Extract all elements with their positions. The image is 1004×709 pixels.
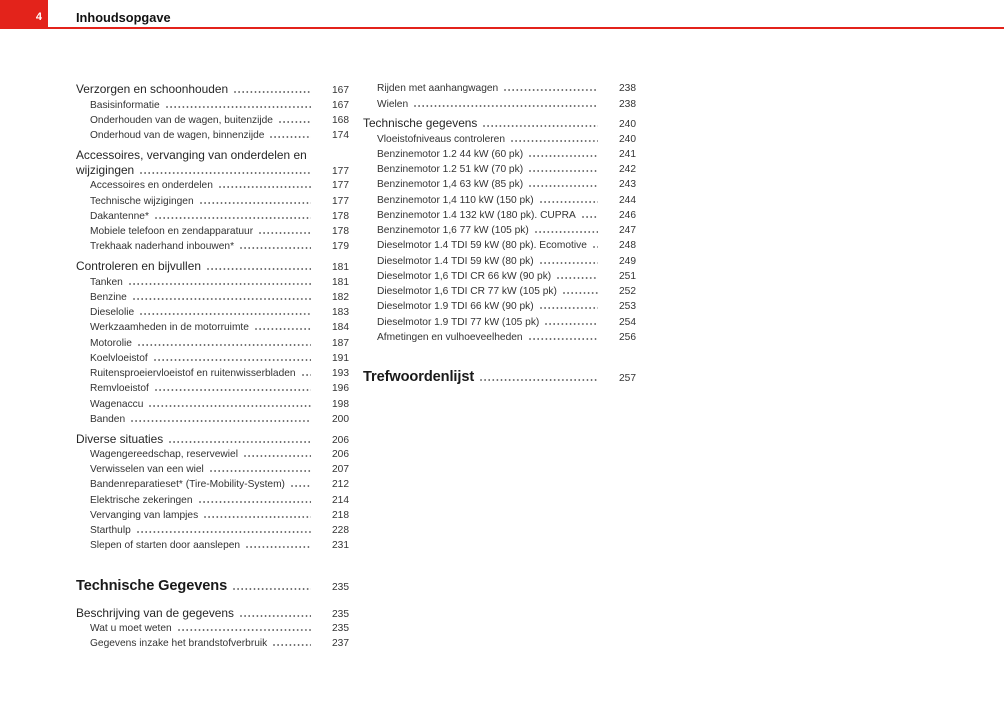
toc-entry-line xyxy=(76,98,349,113)
page-title: Inhoudsopgave xyxy=(76,10,171,25)
toc-entry-label: Mobiele telefoon en zendapparatuur xyxy=(90,226,254,238)
toc-subsection-entry xyxy=(76,447,349,462)
leader-dots xyxy=(259,232,311,234)
toc-entry-label: Remvloeistof xyxy=(90,383,149,395)
toc-entry-label: Onderhoud van de wagen, binnenzijde xyxy=(90,130,265,142)
toc-entry-line xyxy=(76,508,349,523)
toc-entry-line xyxy=(363,147,636,162)
toc-entry-label: Motorolie xyxy=(90,337,132,349)
toc-section-entry xyxy=(76,82,349,97)
toc-entry-line xyxy=(363,330,636,345)
leader-dots xyxy=(244,455,311,457)
toc-entry-page-number: 231 xyxy=(332,540,349,552)
toc-entry-label: Controleren en bijvullen xyxy=(76,259,201,274)
toc-subsection-entry xyxy=(76,98,349,113)
toc-entry-line xyxy=(76,290,349,305)
toc-entry-label: Dieselmotor 1.9 TDI 66 kW (90 pk) xyxy=(377,301,534,313)
toc-entry-label: Dieselmotor 1.4 TDI 59 kW (80 pk) xyxy=(377,255,534,267)
toc-entry-line xyxy=(363,81,636,96)
toc-entry-page-number: 168 xyxy=(332,114,349,126)
toc-entry-line xyxy=(363,193,636,208)
toc-entry-label: Wielen xyxy=(377,98,409,110)
toc-left-column xyxy=(76,82,349,651)
leader-dots xyxy=(234,91,311,93)
toc-entry-page-number: 238 xyxy=(619,98,636,110)
toc-entry-line xyxy=(363,177,636,192)
toc-subsection-entry xyxy=(76,224,349,239)
toc-entry-label: Technische Gegevens xyxy=(76,577,228,594)
toc-entry-page-number: 241 xyxy=(619,148,636,160)
toc-entry-page-number: 184 xyxy=(332,322,349,334)
leader-dots xyxy=(504,89,598,91)
toc-entry-line xyxy=(76,82,349,97)
toc-entry-label: Benzinemotor 1.4 132 kW (180 pk). CUPRA xyxy=(377,209,576,221)
toc-entry-line xyxy=(363,284,636,299)
toc-entry-label: Benzine xyxy=(90,291,127,303)
toc-subsection-entry xyxy=(363,223,636,238)
toc-entry-page-number: 181 xyxy=(332,262,349,274)
page-number-tab xyxy=(0,0,48,28)
toc-entry-line xyxy=(76,209,349,224)
toc-entry-page-number: 248 xyxy=(619,240,636,252)
toc-subsection-entry xyxy=(76,621,349,636)
leader-dots xyxy=(255,328,311,330)
toc-subsection-entry xyxy=(76,397,349,412)
toc-entry-label: Dieselmotor 1,6 TDI CR 77 kW (105 pk) xyxy=(377,286,557,298)
leader-dots xyxy=(240,615,311,617)
toc-entry-page-number: 198 xyxy=(332,398,349,410)
toc-entry-line xyxy=(76,224,349,239)
leader-dots xyxy=(535,231,598,233)
toc-entry-line xyxy=(363,132,636,147)
leader-dots xyxy=(529,155,598,157)
toc-subsection-entry xyxy=(363,299,636,314)
toc-subsection-entry xyxy=(76,477,349,492)
leader-dots xyxy=(199,501,312,503)
leader-dots xyxy=(129,283,311,285)
toc-entry-line xyxy=(76,275,349,290)
toc-entry-label: Beschrijving van de gegevens xyxy=(76,605,234,620)
leader-dots xyxy=(133,298,311,300)
leader-dots xyxy=(240,247,311,249)
leader-dots xyxy=(166,106,311,108)
toc-subsection-entry xyxy=(76,366,349,381)
toc-subsection-entry xyxy=(76,412,349,427)
toc-section-entry xyxy=(76,606,349,621)
leader-dots xyxy=(210,470,311,472)
toc-entry-line xyxy=(76,381,349,396)
toc-entry-page-number: 238 xyxy=(619,83,636,95)
toc-entry-page-number: 212 xyxy=(332,479,349,491)
toc-entry-line xyxy=(363,238,636,253)
toc-subsection-entry xyxy=(76,538,349,553)
leader-dots xyxy=(149,405,311,407)
toc-entry-label: Accessoires en onderdelen xyxy=(90,180,213,192)
toc-entry-line xyxy=(76,194,349,209)
toc-entry-line xyxy=(76,576,349,596)
toc-entry-page-number: 237 xyxy=(332,638,349,650)
toc-entry-line xyxy=(76,447,349,462)
toc-entry-label: Gegevens inzake het brandstofverbruik xyxy=(90,638,268,650)
toc-entry-label: Dieselolie xyxy=(90,307,135,319)
toc-subsection-entry xyxy=(363,97,636,112)
toc-entry-label: Trekhaak naderhand inbouwen* xyxy=(90,241,235,253)
toc-entry-label: Vervanging van lampjes xyxy=(90,509,199,521)
toc-chapter-heading xyxy=(363,367,636,387)
toc-subsection-entry xyxy=(76,128,349,143)
leader-dots xyxy=(291,485,311,487)
toc-entry-label: Benzinemotor 1,4 110 kW (150 pk) xyxy=(377,194,534,206)
toc-entry-label: Rijden met aanhangwagen xyxy=(377,83,499,95)
toc-entry-page-number: 174 xyxy=(332,130,349,142)
toc-entry-line xyxy=(76,621,349,636)
leader-dots xyxy=(273,644,311,646)
toc-entry-page-number: 243 xyxy=(619,179,636,191)
leader-dots xyxy=(219,186,311,188)
leader-dots xyxy=(557,277,598,279)
toc-entry-label: Technische wijzigingen xyxy=(90,195,194,207)
leader-dots xyxy=(270,136,311,138)
toc-right-column xyxy=(363,81,636,387)
toc-entry-label: Trefwoordenlijst xyxy=(363,369,475,386)
toc-entry-page-number: 177 xyxy=(332,180,349,192)
toc-entry-page-number: 178 xyxy=(332,210,349,222)
toc-entry-line xyxy=(76,163,349,178)
leader-dots xyxy=(155,217,311,219)
toc-subsection-entry xyxy=(76,305,349,320)
toc-subsection-entry xyxy=(363,330,636,345)
toc-entry-page-number: 240 xyxy=(619,133,636,145)
toc-entry-line xyxy=(76,477,349,492)
toc-entry-page-number: 193 xyxy=(332,368,349,380)
toc-entry-line xyxy=(363,116,636,131)
toc-subsection-entry xyxy=(76,290,349,305)
toc-entry-label: Afmetingen en vulhoeveelheden xyxy=(377,331,523,343)
leader-dots xyxy=(204,516,311,518)
toc-entry-page-number: 200 xyxy=(332,413,349,425)
toc-entry-page-number: 235 xyxy=(332,581,349,593)
toc-entry-line xyxy=(363,223,636,238)
leader-dots xyxy=(140,172,311,174)
toc-entry-label: Ruitensproeiervloeistof en ruitenwisserbladen xyxy=(90,368,296,380)
page-number: 4 xyxy=(35,11,42,23)
leader-dots xyxy=(540,201,598,203)
toc-entry-label: Vloeistofniveaus controleren xyxy=(377,133,505,145)
toc-entry-page-number: 182 xyxy=(332,291,349,303)
toc-subsection-entry xyxy=(76,178,349,193)
toc-entry-page-number: 191 xyxy=(332,352,349,364)
leader-dots xyxy=(246,546,311,548)
toc-entry-page-number: 251 xyxy=(619,270,636,282)
toc-section-entry xyxy=(76,432,349,447)
leader-dots xyxy=(511,140,598,142)
toc-subsection-entry xyxy=(363,193,636,208)
toc-subsection-entry xyxy=(76,636,349,651)
toc-subsection-entry xyxy=(76,351,349,366)
toc-subsection-entry xyxy=(363,81,636,96)
toc-entry-line xyxy=(76,493,349,508)
toc-entry-label: Verzorgen en schoonhouden xyxy=(76,82,229,97)
toc-entry-line xyxy=(76,113,349,128)
leader-dots xyxy=(529,170,598,172)
toc-entry-label: Technische gegevens xyxy=(363,116,478,131)
toc-entry-label: Elektrische zekeringen xyxy=(90,494,193,506)
toc-entry-page-number: 218 xyxy=(332,509,349,521)
toc-entry-label: Wagenaccu xyxy=(90,398,144,410)
toc-subsection-entry xyxy=(76,336,349,351)
toc-entry-line xyxy=(76,523,349,538)
toc-entry-label: Slepen of starten door aanslepen xyxy=(90,540,241,552)
toc-entry-line xyxy=(76,148,349,163)
toc-entry-label: Banden xyxy=(90,413,126,425)
toc-entry-label: Werkzaamheden in de motorruimte xyxy=(90,322,249,334)
leader-dots xyxy=(414,105,598,107)
toc-entry-line xyxy=(76,178,349,193)
toc-entry-line xyxy=(76,606,349,621)
toc-subsection-entry xyxy=(76,381,349,396)
toc-entry-line xyxy=(76,305,349,320)
header-rule xyxy=(0,27,1004,29)
leader-dots xyxy=(582,216,598,218)
leader-dots xyxy=(545,323,598,325)
leader-dots xyxy=(154,359,311,361)
toc-section-entry xyxy=(363,116,636,131)
toc-subsection-entry xyxy=(76,275,349,290)
toc-entry-page-number: 178 xyxy=(332,226,349,238)
leader-dots xyxy=(540,307,598,309)
toc-entry-label: Koelvloeistof xyxy=(90,352,148,364)
toc-entry-page-number: 167 xyxy=(332,99,349,111)
toc-entry-line xyxy=(76,259,349,274)
leader-dots xyxy=(207,268,311,270)
toc-entry-line xyxy=(76,336,349,351)
leader-dots xyxy=(138,344,311,346)
toc-entry-line xyxy=(363,97,636,112)
toc-entry-label: Accessoires, vervanging van onderdelen en xyxy=(76,147,307,162)
toc-subsection-entry xyxy=(363,315,636,330)
toc-entry-label: Onderhouden van de wagen, buitenzijde xyxy=(90,114,273,126)
toc-entry-page-number: 244 xyxy=(619,194,636,206)
toc-subsection-entry xyxy=(76,320,349,335)
toc-entry-page-number: 249 xyxy=(619,255,636,267)
toc-entry-line xyxy=(363,162,636,177)
toc-entry-label: Dieselmotor 1.9 TDI 77 kW (105 pk) xyxy=(377,316,540,328)
leader-dots xyxy=(137,531,311,533)
toc-entry-page-number: 240 xyxy=(619,119,636,131)
toc-entry-label: Wagengereedschap, reservewiel xyxy=(90,448,238,460)
toc-entry-line xyxy=(363,299,636,314)
toc-entry-label: Verwisselen van een wiel xyxy=(90,464,204,476)
leader-dots xyxy=(140,313,311,315)
toc-subsection-entry xyxy=(76,508,349,523)
leader-dots xyxy=(483,125,598,127)
toc-entry-page-number: 187 xyxy=(332,337,349,349)
toc-entry-line xyxy=(76,128,349,143)
leader-dots xyxy=(302,374,311,376)
toc-entry-label: Benzinemotor 1,6 77 kW (105 pk) xyxy=(377,225,529,237)
leader-dots xyxy=(155,389,311,391)
toc-entry-page-number: 254 xyxy=(619,316,636,328)
toc-entry-line xyxy=(76,320,349,335)
leader-dots xyxy=(529,185,598,187)
toc-subsection-entry xyxy=(76,523,349,538)
toc-entry-line xyxy=(363,254,636,269)
toc-subsection-entry xyxy=(363,162,636,177)
leader-dots xyxy=(563,292,598,294)
toc-entry-line xyxy=(76,538,349,553)
toc-entry-label: Starthulp xyxy=(90,525,131,537)
leader-dots xyxy=(279,121,311,123)
toc-subsection-entry xyxy=(363,284,636,299)
toc-entry-page-number: 196 xyxy=(332,383,349,395)
toc-entry-page-number: 228 xyxy=(332,525,349,537)
toc-entry-label: Dieselmotor 1.4 TDI 59 kW (80 pk). Ecomotive xyxy=(377,240,587,252)
toc-subsection-entry xyxy=(363,238,636,253)
toc-entry-line xyxy=(363,269,636,284)
toc-subsection-entry xyxy=(363,147,636,162)
toc-section-entry xyxy=(76,259,349,274)
toc-subsection-entry xyxy=(76,462,349,477)
toc-entry-page-number: 257 xyxy=(619,373,636,385)
toc-section-entry xyxy=(76,148,349,179)
leader-dots xyxy=(540,262,598,264)
toc-entry-page-number: 183 xyxy=(332,307,349,319)
toc-entry-line xyxy=(76,636,349,651)
toc-entry-page-number: 207 xyxy=(332,464,349,476)
toc-entry-label: Diverse situaties xyxy=(76,431,164,446)
toc-entry-page-number: 206 xyxy=(332,448,349,460)
toc-entry-line xyxy=(76,366,349,381)
toc-entry-line xyxy=(363,315,636,330)
toc-subsection-entry xyxy=(76,209,349,224)
leader-dots xyxy=(200,202,311,204)
toc-entry-page-number: 253 xyxy=(619,301,636,313)
leader-dots xyxy=(131,420,311,422)
toc-entry-label: wijzigingen xyxy=(76,163,135,178)
toc-entry-line xyxy=(76,462,349,477)
leader-dots xyxy=(178,629,311,631)
toc-subsection-entry xyxy=(76,194,349,209)
toc-entry-page-number: 177 xyxy=(332,195,349,207)
toc-entry-line xyxy=(76,351,349,366)
toc-entry-line xyxy=(76,412,349,427)
leader-dots xyxy=(480,379,598,381)
toc-entry-line xyxy=(76,397,349,412)
toc-subsection-entry xyxy=(363,208,636,223)
toc-entry-page-number: 235 xyxy=(332,622,349,634)
toc-entry-line xyxy=(363,367,636,387)
leader-dots xyxy=(529,338,598,340)
leader-dots xyxy=(169,441,311,443)
toc-subsection-entry xyxy=(76,493,349,508)
toc-entry-line xyxy=(76,432,349,447)
toc-entry-page-number: 242 xyxy=(619,164,636,176)
toc-entry-label: Dakantenne* xyxy=(90,210,149,222)
toc-entry-page-number: 252 xyxy=(619,286,636,298)
toc-entry-line xyxy=(76,239,349,254)
leader-dots xyxy=(233,588,311,590)
toc-entry-label: Tanken xyxy=(90,276,123,288)
toc-entry-page-number: 214 xyxy=(332,494,349,506)
toc-entry-page-number: 181 xyxy=(332,276,349,288)
toc-entry-label: Benzinemotor 1.2 44 kW (60 pk) xyxy=(377,148,524,160)
toc-entry-line xyxy=(363,208,636,223)
toc-entry-label: Dieselmotor 1,6 TDI CR 66 kW (90 pk) xyxy=(377,270,552,282)
toc-entry-page-number: 235 xyxy=(332,608,349,620)
toc-entry-label: Wat u moet weten xyxy=(90,622,172,634)
toc-entry-label: Benzinemotor 1,4 63 kW (85 pk) xyxy=(377,179,524,191)
toc-subsection-entry xyxy=(363,254,636,269)
toc-chapter-heading xyxy=(76,576,349,596)
toc-entry-page-number: 246 xyxy=(619,209,636,221)
toc-entry-page-number: 247 xyxy=(619,225,636,237)
toc-subsection-entry xyxy=(363,269,636,284)
toc-subsection-entry xyxy=(76,113,349,128)
toc-entry-page-number: 179 xyxy=(332,241,349,253)
toc-entry-label: Benzinemotor 1.2 51 kW (70 pk) xyxy=(377,164,524,176)
toc-entry-page-number: 177 xyxy=(332,166,349,178)
toc-entry-page-number: 256 xyxy=(619,331,636,343)
toc-entry-page-number: 167 xyxy=(332,85,349,97)
toc-subsection-entry xyxy=(363,177,636,192)
toc-subsection-entry xyxy=(363,132,636,147)
toc-entry-page-number: 206 xyxy=(332,434,349,446)
toc-entry-label: Basisinformatie xyxy=(90,99,160,111)
toc-entry-label: Bandenreparatieset* (Tire-Mobility-System) xyxy=(90,479,285,491)
toc-subsection-entry xyxy=(76,239,349,254)
